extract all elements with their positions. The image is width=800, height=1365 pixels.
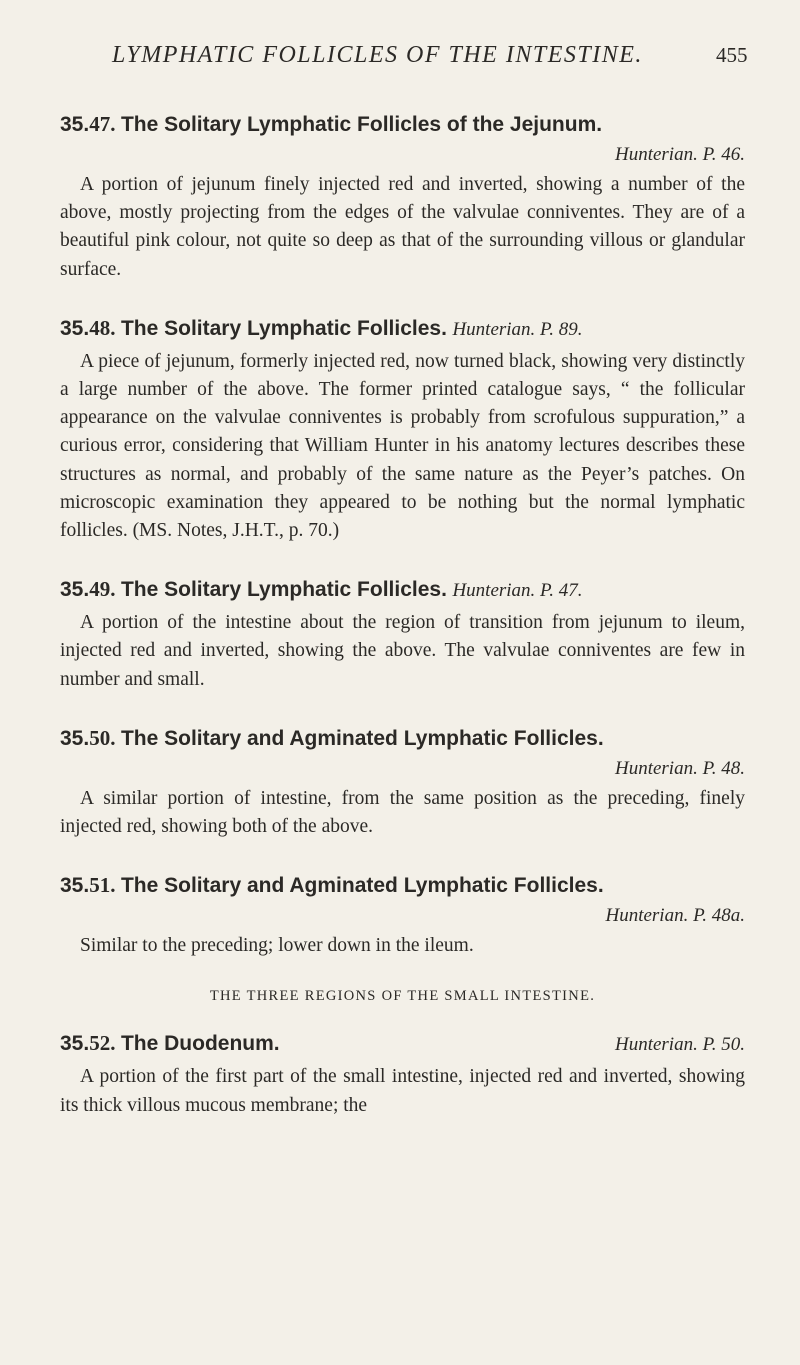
entry-description: A similar portion of intestine, from the same position as the preceding, finely injected red, showing both of the above. (60, 787, 745, 838)
entry-subnumber: 51. (89, 873, 116, 898)
entry-title: The Duodenum. (120, 1032, 280, 1056)
entry-reference: Hunterian. P. 89. (452, 318, 583, 340)
entry-subnumber: 52. (89, 1031, 116, 1056)
entry-heading (60, 722, 745, 755)
entry-subnumber: 50. (89, 725, 116, 750)
entry-description: A portion of the intestine about the region of transition from jejunum to ileum, injected red and inverted, showing the above. The valvulae conniventes are few in number and small. (60, 612, 745, 690)
catalogue-entry-35-49 (60, 573, 745, 694)
entry-number: 35. (60, 1032, 90, 1056)
section-heading: THE THREE REGIONS OF THE SMALL INTESTINE. (209, 988, 596, 1005)
running-head (0, 42, 800, 82)
entry-reference: Hunterian. P. 50. (614, 1034, 745, 1056)
entry-reference: Hunterian. P. 47. (452, 580, 583, 602)
entry-subnumber: 48. (89, 315, 116, 340)
entry-title: The Solitary Lymphatic Follicles. (120, 316, 447, 340)
entry-heading (60, 573, 745, 607)
entry-number: 35. (60, 578, 90, 602)
catalogue-entries (60, 108, 745, 1148)
entry-description: Similar to the preceding; lower down in the ileum. (80, 935, 474, 957)
entry-heading (60, 1027, 745, 1061)
entry-reference: Hunterian. P. 48. (614, 757, 745, 779)
page-number: 455 (716, 43, 748, 67)
entry-number: 35. (60, 316, 90, 340)
entry-number: 35. (60, 726, 90, 750)
entry-description: A portion of jejunum finely injected red and inverted, showing a number of the above, mostly projecting from the edges of the valvulae conniventes. They are of a beautiful pink colour, not quite so deep as that of the surrounding villous or glandular surface. (60, 174, 745, 280)
entry-reference: Hunterian. P. 46. (614, 144, 745, 165)
catalogue-entry-35-52 (60, 1027, 745, 1119)
entry-description: A portion of the first part of the small intestine, injected red and inverted, showing its thick villous mucous membrane; the (60, 1066, 745, 1116)
entry-title: The Solitary Lymphatic Follicles. (120, 578, 447, 602)
entry-title: The Solitary Lymphatic Follicles of the Jejunum. (120, 113, 603, 136)
running-title: LYMPHATIC FOLLICLES OF THE INTESTINE. (112, 42, 643, 68)
entry-heading (60, 108, 745, 141)
catalogue-entry-35-50 (60, 722, 745, 841)
catalogue-entry-35-47 (60, 108, 745, 284)
entry-title: The Solitary and Agminated Lymphatic Follicles. (120, 726, 604, 750)
entry-subnumber: 49. (89, 577, 116, 602)
entry-heading (60, 869, 745, 902)
entry-reference: Hunterian. P. 48a. (605, 905, 745, 927)
catalogue-entry-35-51 (60, 869, 745, 960)
entry-number: 35. (60, 874, 90, 898)
entry-title: The Solitary and Agminated Lymphatic Follicles. (120, 874, 604, 898)
entry-heading (60, 312, 745, 346)
entry-number: 35. (60, 113, 90, 136)
entry-description: A piece of jejunum, formerly injected red, now turned black, showing very distinctly a large number of the above. The former printed catalogue says, “ the follicular appearance on the valvulae conniventes is probably from scrofulous suppuration,” a curious error, considering that William Hunter in his anatomy lectures describes these structures as normal, and probably of the same nature as the Peyer’s patches. On microscopic examination they appeared to be nothing but the normal lymphatic follicles. (MS. Notes, J.H.T., p. 70.) (60, 350, 745, 542)
catalogue-entry-35-48 (60, 312, 745, 545)
entry-subnumber: 47. (89, 112, 116, 136)
